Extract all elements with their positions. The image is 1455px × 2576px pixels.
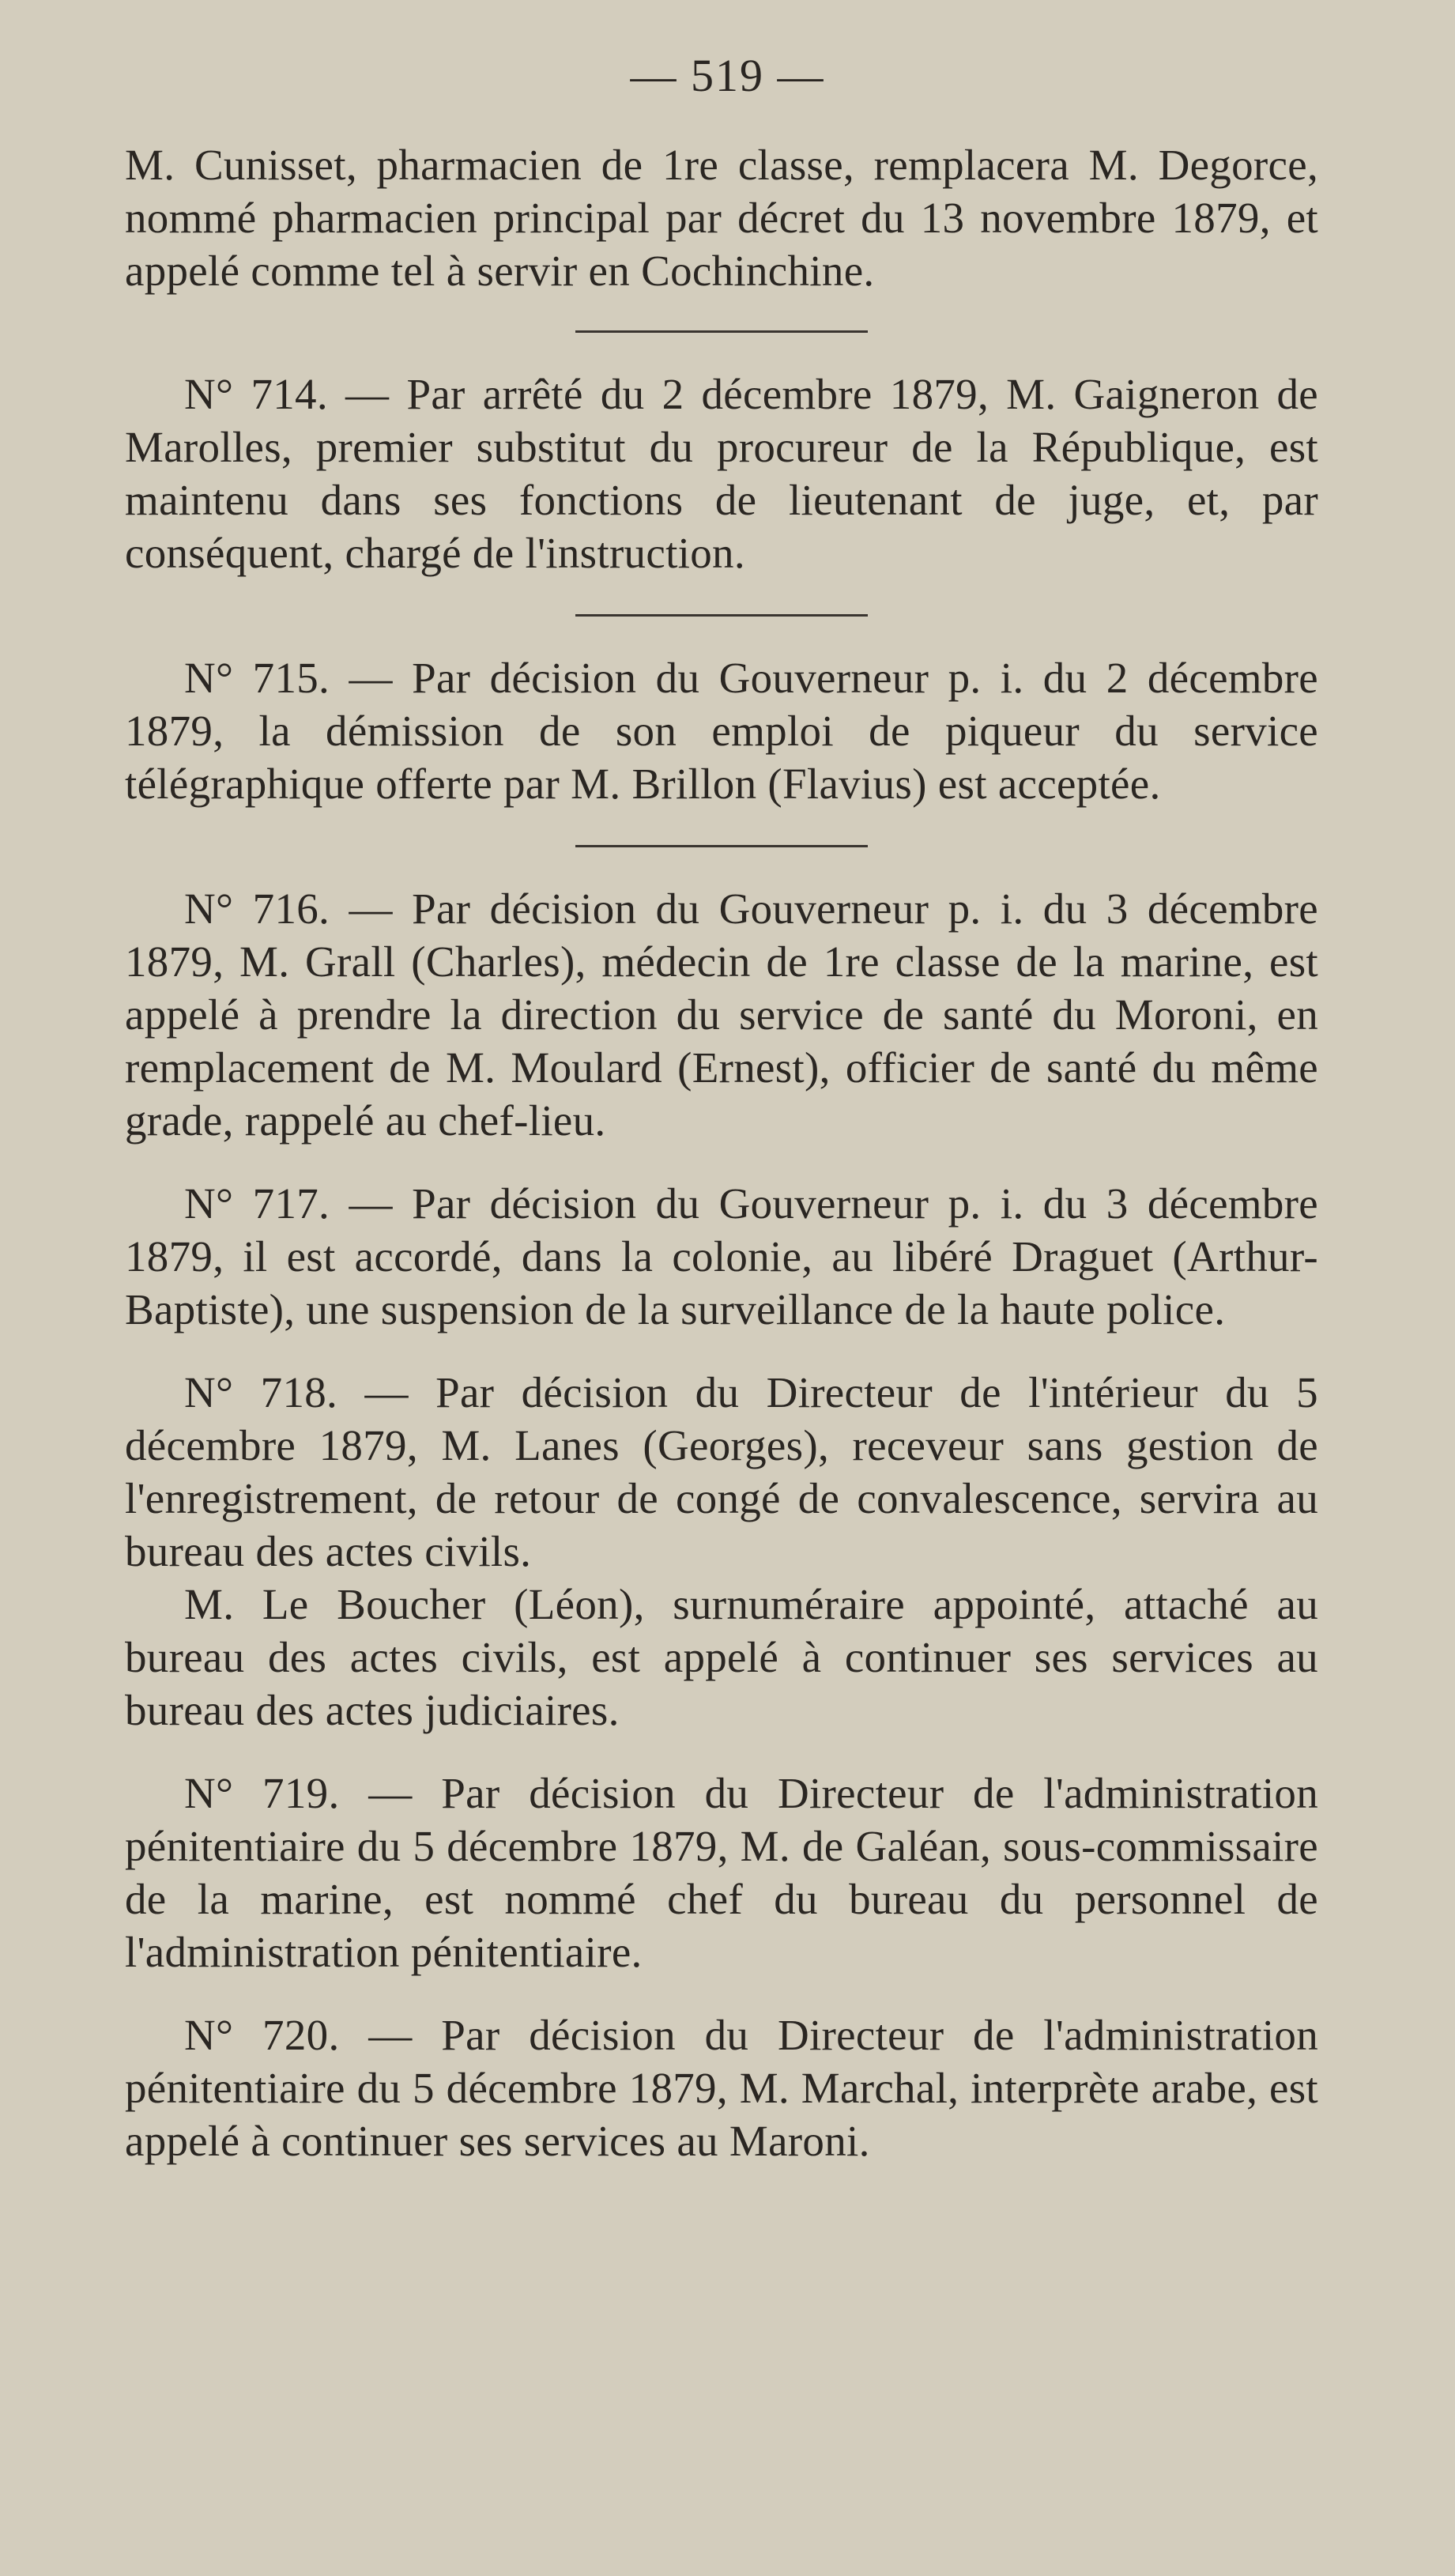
paragraph-no-720: N° 720. — Par décision du Directeur de l'administration pénitentiaire du 5 décembre 1879, M. Marchal, interprète arabe, est appelé à continuer ses services au Maroni. xyxy=(125,2011,1318,2165)
paragraph-no-715: N° 715. — Par décision du Gouverneur p. i. du 2 décembre 1879, la démission de son emploi de piqueur du service télégraphique offerte par M. Brillon (Flavius) est acceptée. xyxy=(125,654,1318,808)
paragraph-no-718: N° 718. — Par décision du Directeur de l'intérieur du 5 décembre 1879, M. Lanes (Georges), receveur sans gestion de l'enregistrement, de retour de congé de convalescence, servira au bureau des actes civils. xyxy=(125,1368,1318,1575)
paragraph-le-boucher: M. Le Boucher (Léon), surnuméraire appointé, attaché au bureau des actes civils, est appelé à continuer ses services au bureau des actes judiciaires. xyxy=(125,1580,1318,1734)
separator-rule xyxy=(575,330,868,333)
separator-rule xyxy=(575,614,868,617)
paragraph-no-716: N° 716. — Par décision du Gouverneur p. i. du 3 décembre 1879, M. Grall (Charles), médecin de 1re classe de la marine, est appelé à prendre la direction du service de santé du Moroni, en remplacement de M. Moulard (Ernest), officier de santé du même grade, rappelé au chef-lieu. xyxy=(125,884,1318,1145)
paragraph-no-719: N° 719. — Par décision du Directeur de l'administration pénitentiaire du 5 décembre 1879, M. de Galéan, sous-commissaire de la marine, est nommé chef du bureau du personnel de l'administration pénitentiaire. xyxy=(125,1769,1318,1976)
paragraph-no-717: N° 717. — Par décision du Gouverneur p. i. du 3 décembre 1879, il est accordé, dans la colonie, au libéré Draguet (Arthur-Baptiste), une suspension de la surveillance de la haute police. xyxy=(125,1179,1318,1333)
page-number: — 519 — xyxy=(630,50,825,101)
text-column xyxy=(125,138,1318,2167)
paragraph-cunisset: M. Cunisset, pharmacien de 1re classe, remplacera M. Degorce, nommé pharmacien principal par décret du 13 novembre 1879, et appelé comme tel à servir en Cochinchine. xyxy=(125,141,1318,295)
paragraph-no-714: N° 714. — Par arrêté du 2 décembre 1879, M. Gaigneron de Marolles, premier substitut du procureur de la République, est maintenu dans ses fonctions de lieutenant de juge, et, par conséquent, chargé de l'instruction. xyxy=(125,370,1318,577)
separator-rule xyxy=(575,845,868,847)
